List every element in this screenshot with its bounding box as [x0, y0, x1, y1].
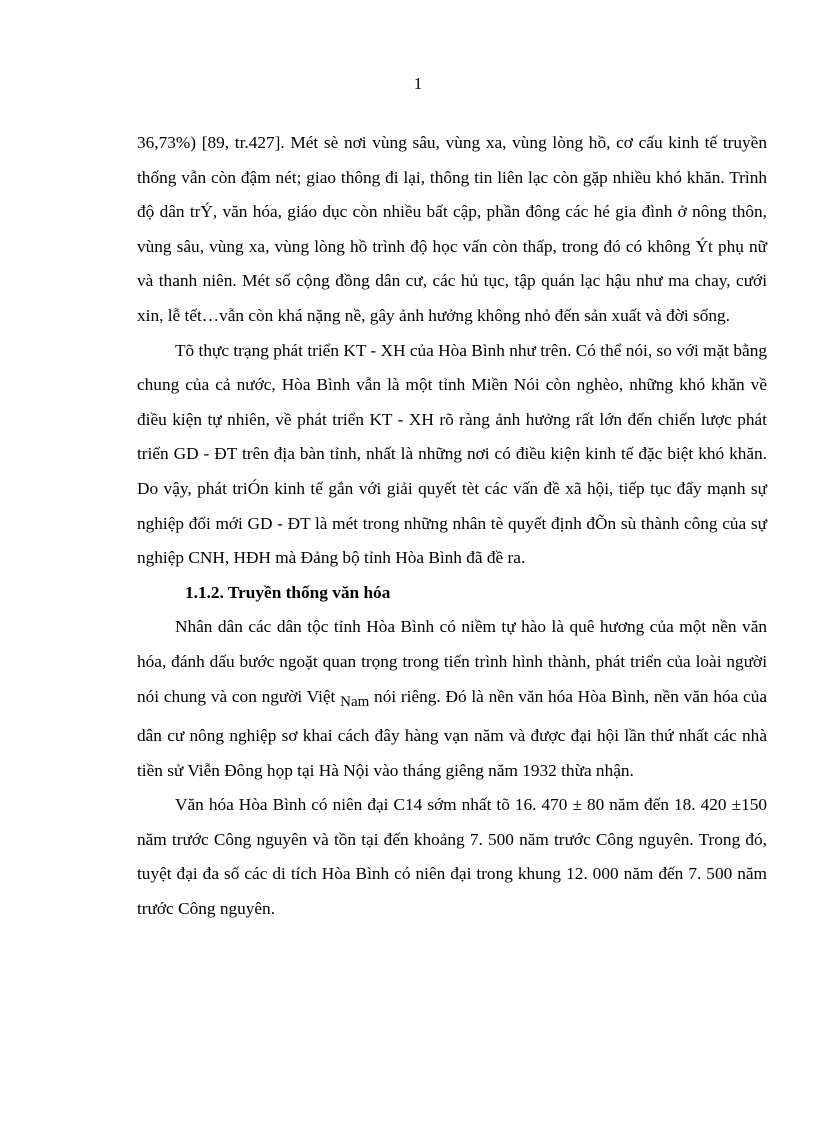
body-text: [137, 126, 767, 927]
paragraph-3-text-a: Nhân dân các dân tộc tỉnh Hòa Bình có niềm tự hào là quê hương của một nền văn hóa, đánh dấu bước ngoặt quan trọng trong tiến trình hình thành, phát triển của loài người nói chung và con người Việt: [137, 617, 767, 706]
paragraph-3: [137, 610, 767, 788]
page-number: 1: [413, 74, 423, 93]
paragraph-3-subscript: Nam: [340, 693, 370, 710]
paragraph-4: Văn hóa Hòa Bình có niên đại C14 sớm nhất tõ 16. 470 ± 80 năm đến 18. 420 ±150 năm trước Công nguyên và tồn tại đến khoảng 7. 500 năm trước Công nguyên. Trong đó, tuyệt đại đa số các di tích Hòa Bình có niên đại trong khung 12. 000 năm đến 7. 500 năm trước Công nguyên.: [137, 795, 767, 919]
paragraph-2: Tõ thực trạng phát triển KT - XH của Hòa Bình như trên. Có thể nói, so với mặt bằng chung của cả nước, Hòa Bình vẫn là một tỉnh Miền Nói còn nghèo, những khó khăn về điều kiện tự nhiên, về phát triển KT - XH rõ ràng ảnh hưởng rất lớn đến chiến lược phát triển GD - ĐT trên địa bàn tỉnh, nhất là những nơi có điều kiện kinh tế đặc biệt khó khăn. Do vậy, phát triÓn kinh tế gắn với giải quyết tèt các vấn đề xã hội, tiếp tục đẩy mạnh sự nghiệp đổi mới GD - ĐT là mét trong những nhân tè quyết định đÕn sù thành công của sự nghiệp CNH, HĐH mà Đảng bộ tỉnh Hòa Bình đã đề ra.: [137, 340, 767, 568]
paragraph-1: 36,73%) [89, tr.427]. Mét sè nơi vùng sâu, vùng xa, vùng lòng hồ, cơ cấu kinh tế truyền thống vẫn còn đậm nét; giao thông đi lại, thông tin liên lạc còn gặp nhiều khó khăn. Trình độ dân trÝ, văn hóa, giáo dục còn nhiều bất cập, phần đông các hé gia đình ở nông thôn, vùng sâu, vùng xa, vùng lòng hồ trình độ học vấn còn thấp, trong đó có không Ýt phụ nữ và thanh niên. Mét số cộng đồng dân cư, các hủ tục, tập quán lạc hậu như ma chay, cưới xin, lễ tết…vẫn còn khá nặng nề, gây ảnh hưởng không nhỏ đến sản xuất và đời sống.: [137, 133, 767, 325]
paragraph-3-text-b: nói riêng. Đó là nền văn hóa Hòa Bình, nền văn hóa của dân cư nông nghiệp sơ khai cách đây hàng vạn năm và được đại hội lần thứ nhất các nhà tiền sử Viễn Đông họp tại Hà Nội vào tháng giêng năm 1932 thừa nhận.: [137, 686, 768, 780]
section-heading: 1.1.2. Truyền thống văn hóa: [185, 582, 391, 602]
